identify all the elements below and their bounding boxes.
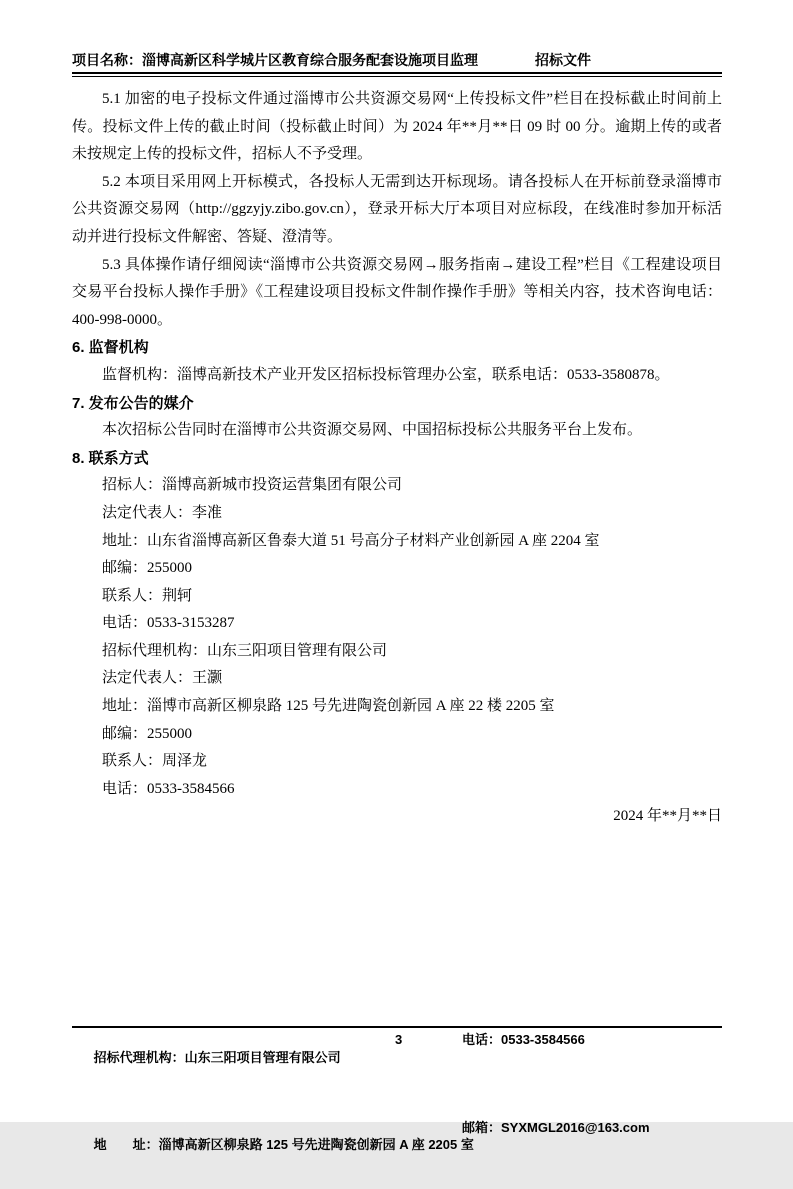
contact-line-address-1: 地址：山东省淄博高新区鲁泰大道 51 号高分子材料产业创新园 A 座 2204 室 [102, 532, 600, 549]
section-7-heading: 7. 发布公告的媒介 [72, 394, 194, 412]
contact-line-person-1: 联系人：荆轲 [102, 587, 193, 604]
document-body [72, 86, 722, 831]
header-divider [72, 72, 722, 77]
contact-line-phone-2: 电话：0533-3584566 [102, 780, 235, 797]
section-6-heading: 6. 监督机构 [72, 339, 149, 357]
page-header [72, 50, 722, 70]
page-number: 3 [395, 1032, 403, 1047]
footer-phone: 电话：0533-3584566 [462, 1032, 585, 1047]
section-6-body: 监督机构：淄博高新技术产业开发区招标投标管理办公室，联系电话：0533-3580878。 [102, 366, 670, 383]
footer-row-1 [72, 1031, 722, 1119]
contact-list [72, 472, 722, 803]
document-date: 2024 年**月**日 [613, 808, 722, 825]
contact-line-person-2: 联系人：周泽龙 [102, 753, 208, 770]
footer-address: 地 址：淄博高新区柳泉路 125 号先进陶瓷创新园 A 座 2205 室 [93, 1137, 474, 1152]
header-doc-type: 招标文件 [535, 52, 591, 68]
footer-email: 邮箱：SYXMGL2016@163.com [462, 1119, 650, 1135]
contact-line-address-2: 地址：淄博市高新区柳泉路 125 号先进陶瓷创新园 A 座 22 楼 2205 室 [102, 698, 555, 715]
contact-line-postcode-2: 邮编：255000 [102, 725, 193, 742]
contact-line-phone-1: 电话：0533-3153287 [102, 615, 235, 632]
footer-row-2 [72, 1119, 722, 1189]
section-7-body: 本次招标公告同时在淄博市公共资源交易网、中国招标投标公共服务平台上发布。 [102, 422, 643, 439]
contact-line-tenderer: 招标人：淄博高新城市投资运营集团有限公司 [102, 477, 403, 494]
section-8-heading: 8. 联系方式 [72, 449, 149, 467]
contact-line-postcode-1: 邮编：255000 [102, 560, 193, 577]
clause-5-3: 5.3 具体操作请仔细阅读“淄博市公共资源交易网→服务指南→建设工程”栏目《工程建设项目交易平台投标人操作手册》《工程建设项目投标文件制作操作手册》等相关内容，技术咨询电话：400-998-0000。 [72, 256, 722, 328]
footer-agency: 招标代理机构：山东三阳项目管理有限公司 [93, 1049, 341, 1065]
contact-line-agency: 招标代理机构：山东三阳项目管理有限公司 [102, 642, 388, 659]
footer-divider [72, 1026, 722, 1028]
clause-5-1: 5.1 加密的电子投标文件通过淄博市公共资源交易网“上传投标文件”栏目在投标截止时间前上传。投标文件上传的截止时间（投标截止时间）为 2024 年**月**日 09 时 00 分。逾期上传的或者未按规定上传的投标文件，招标人不予受理。 [72, 91, 722, 163]
contact-line-legal-rep-2: 法定代表人：王灏 [102, 670, 223, 687]
header-project-name: 项目名称：淄博高新区科学城片区教育综合服务配套设施项目监理 [72, 52, 478, 68]
page-footer [72, 1026, 722, 1189]
clause-5-2: 5.2 本项目采用网上开标模式，各投标人无需到达开标现场。请各投标人在开标前登录淄博市公共资源交易网（http://ggzyjy.zibo.gov.cn），登录开标大厅本项目对应标段，在线准时参加开标活动并进行投标文件解密、答疑、澄清等。 [72, 173, 722, 245]
contact-line-legal-rep-1: 法定代表人：李准 [102, 504, 223, 521]
